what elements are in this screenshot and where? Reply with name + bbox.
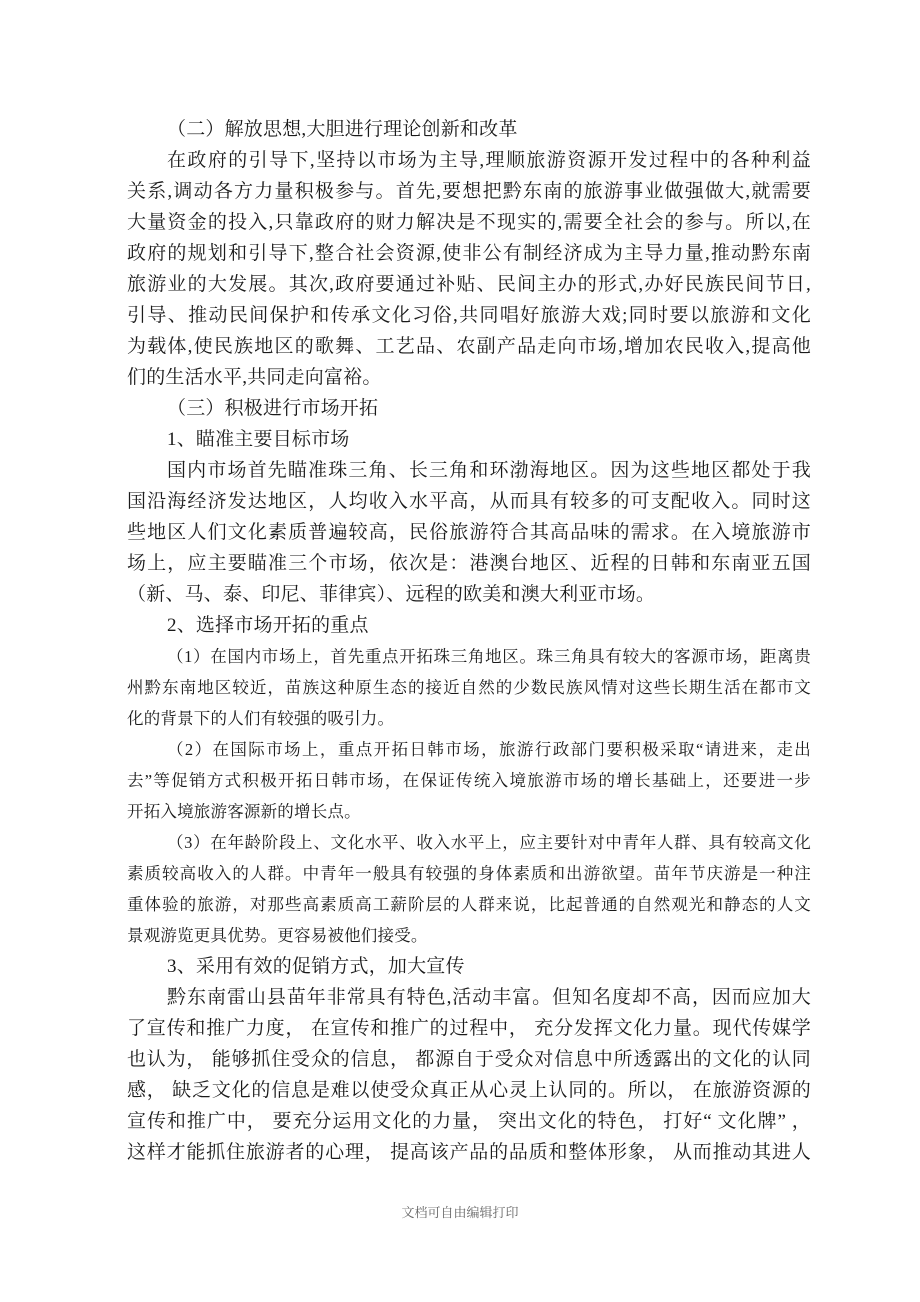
text-line: （1）在国内市场上，首先重点开拓珠三角地区。珠三角具有较大的客源市场，距离贵 [167,647,811,666]
text-line: 1、瞄准主要目标市场 [167,429,350,450]
text-line: 宣传和推广中， 要充分运用文化的力量， 突出文化的特色， 打好“ 文化牌” ， [127,1111,811,1132]
text-line: 了宣传和推广力度， 在宣传和推广的过程中， 充分发挥文化力量。现代传媒学 [127,1018,811,1039]
text-line: 景观游览更具优势。更容易被他们接受。 [127,926,428,945]
text-line: 3、采用有效的促销方式，加大宣传 [167,956,465,977]
text-line: 关系,调动各方力量积极参与。首先,要想把黔东南的旅游事业做强做大,就需要 [127,181,811,202]
text-line: 2、选择市场开拓的重点 [167,615,369,636]
text-line: （3）在年龄阶段上、文化水平、收入水平上，应主要针对中青年人群、具有较高文化 [167,833,811,852]
text-line: 去”等促销方式积极开拓日韩市场，在保证传统入境旅游市场的增长基础上，还要进一步 [127,771,811,790]
text-line: 也认为， 能够抓住受众的信息， 都源自于受众对信息中所透露出的文化的认同 [127,1049,811,1070]
text-line: （二）解放思想,大胆进行理论创新和改革 [167,119,518,140]
text-line: 国内市场首先瞄准珠三角、长三角和环渤海地区。因为这些地区都处于我 [167,460,811,481]
text-line: （2）在国际市场上，重点开拓日韩市场，旅游行政部门要积极采取“请进来，走出 [167,740,811,759]
footer-note: 文档可自由编辑打印 [401,1205,519,1220]
text-line: 为载体,使民族地区的歌舞、工艺品、农副产品走向市场,增加农民收入,提高他 [127,336,811,357]
text-line: （新、马、泰、印尼、菲律宾）、远程的欧美和澳大利亚市场。 [127,584,656,605]
text-line: 旅游业的大发展。其次,政府要通过补贴、民间主办的形式,办好民族民间节日, [127,274,811,295]
text-line: 素质较高收入的人群。中青年一般具有较强的身体素质和出游欲望。苗年节庆游是一种注 [127,864,811,883]
text-line: 感， 缺乏文化的信息是难以使受众真正从心灵上认同的。所以， 在旅游资源的 [127,1080,811,1101]
text-line: 引导、推动民间保护和传承文化习俗,共同唱好旅游大戏;同时要以旅游和文化 [127,305,811,326]
text-line: 化的背景下的人们有较强的吸引力。 [127,709,395,728]
text-line: 政府的规划和引导下,整合社会资源,使非公有制经济成为主导力量,推动黔东南 [127,243,811,264]
text-line: （三）积极进行市场开拓 [167,398,379,419]
text-column [127,114,811,1168]
text-line: 州黔东南地区较近，苗族这种原生态的接近自然的少数民族风情对这些长期生活在都市文 [127,678,811,697]
text-line: 些地区人们文化素质普遍较高，民俗旅游符合其高品味的需求。在入境旅游市 [127,522,811,543]
text-line: 大量资金的投入,只靠政府的财力解决是不现实的,需要全社会的参与。所以,在 [127,212,811,233]
text-line: 重体验的旅游，对那些高素质高工薪阶层的人群来说，比起普通的自然观光和静态的人文 [127,895,811,914]
text-line: 们的生活水平,共同走向富裕。 [127,367,382,388]
text-line: 开拓入境旅游客源新的增长点。 [127,802,361,821]
text-line: 黔东南雷山县苗年非常具有特色,活动丰富。但知名度却不高，因而应加大 [167,987,811,1008]
text-line: 在政府的引导下,坚持以市场为主导,理顺旅游资源开发过程中的各种利益 [167,150,811,171]
text-line: 场上，应主要瞄准三个市场，依次是：港澳台地区、近程的日韩和东南亚五国 [127,553,811,574]
text-line: 国沿海经济发达地区，人均收入水平高，从而具有较多的可支配收入。同时这 [127,491,811,512]
text-line: 这样才能抓住旅游者的心理， 提高该产品的品质和整体形象， 从而推动其进人 [127,1142,811,1163]
